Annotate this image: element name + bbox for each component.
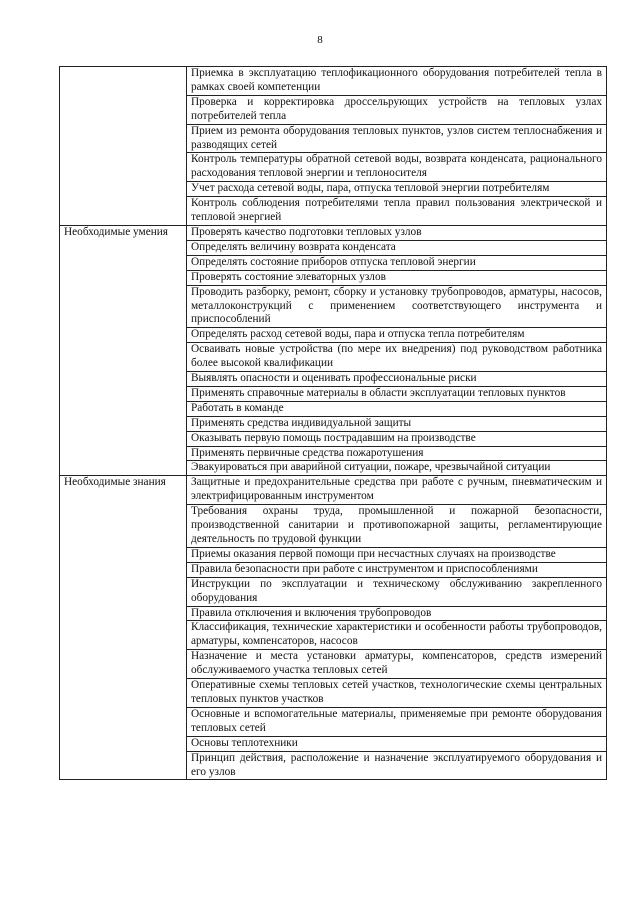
- requirements-table: [59, 66, 607, 780]
- requirement-item: Проверка и корректировка дроссельрующих устройств на тепловых узлах потребителей тепла: [187, 95, 607, 124]
- requirement-item: Проверять качество подготовки тепловых узлов: [187, 225, 607, 240]
- requirement-item: Принцип действия, расположение и назначение эксплуатируемого оборудования и его узлов: [187, 751, 607, 780]
- requirement-item: Эвакуироваться при аварийной ситуации, пожаре, чрезвычайной ситуации: [187, 461, 607, 476]
- requirement-item: Оперативные схемы тепловых сетей участков, технологические схемы центральных тепловых пунктов участков: [187, 679, 607, 708]
- section-label: [60, 67, 187, 226]
- requirement-item: Правила отключения и включения трубопроводов: [187, 606, 607, 621]
- requirement-item: Применять первичные средства пожаротушения: [187, 446, 607, 461]
- requirement-item: Проверять состояние элеваторных узлов: [187, 270, 607, 285]
- requirement-item: Назначение и места установки арматуры, компенсаторов, средств измерений обслуживаемого участка тепловых сетей: [187, 650, 607, 679]
- requirement-item: Защитные и предохранительные средства при работе с ручным, пневматическим и электрифицированным инструментом: [187, 476, 607, 505]
- requirement-item: Правила безопасности при работе с инструментом и приспособлениями: [187, 562, 607, 577]
- requirement-item: Осваивать новые устройства (по мере их внедрения) под руководством работника более высокой квалификации: [187, 343, 607, 372]
- requirement-item: Приемы оказания первой помощи при несчастных случаях на производстве: [187, 547, 607, 562]
- requirement-item: Выявлять опасности и оценивать профессиональные риски: [187, 372, 607, 387]
- section-label: Необходимые умения: [60, 225, 187, 475]
- requirement-item: Применять средства индивидуальной защиты: [187, 416, 607, 431]
- page-number: 8: [317, 34, 323, 46]
- requirement-item: Учет расхода сетевой воды, пара, отпуска тепловой энергии потребителям: [187, 182, 607, 197]
- requirement-item: Работать в команде: [187, 401, 607, 416]
- requirement-item: Применять справочные материалы в области эксплуатации тепловых пунктов: [187, 386, 607, 401]
- requirement-item: Классификация, технические характеристики и особенности работы трубопроводов, арматуры, компенсаторов, насосов: [187, 621, 607, 650]
- requirement-item: Основы теплотехники: [187, 736, 607, 751]
- table-row: [60, 476, 607, 505]
- requirement-item: Определять величину возврата конденсата: [187, 240, 607, 255]
- requirement-item: Оказывать первую помощь пострадавшим на производстве: [187, 431, 607, 446]
- requirement-item: Инструкции по эксплуатации и техническому обслуживанию закрепленного оборудования: [187, 577, 607, 606]
- requirement-item: Контроль температуры обратной сетевой воды, возврата конденсата, рационального расходования тепловой энергии и теплоносителя: [187, 153, 607, 182]
- requirement-item: Основные и вспомогательные материалы, применяемые при ремонте оборудования тепловых сетей: [187, 707, 607, 736]
- requirement-item: Приемка в эксплуатацию теплофикационного оборудования потребителей тепла в рамках своей компетенции: [187, 67, 607, 96]
- requirement-item: Определять состояние приборов отпуска тепловой энергии: [187, 255, 607, 270]
- requirement-item: Проводить разборку, ремонт, сборку и установку трубопроводов, арматуры, насосов, металлоконструкций с применением соответствующего инструмента и приспособлений: [187, 285, 607, 328]
- table-row: [60, 67, 607, 96]
- requirement-item: Определять расход сетевой воды, пара и отпуска тепла потребителям: [187, 328, 607, 343]
- table-row: [60, 225, 607, 240]
- requirement-item: Контроль соблюдения потребителями тепла правил пользования электрической и тепловой энергией: [187, 197, 607, 226]
- section-label: Необходимые знания: [60, 476, 187, 780]
- requirement-item: Прием из ремонта оборудования тепловых пунктов, узлов систем теплоснабжения и разводящих сетей: [187, 124, 607, 153]
- requirement-item: Требования охраны труда, промышленной и пожарной безопасности, производственной санитарии и противопожарной защиты, регламентирующие деятельность по трудовой функции: [187, 505, 607, 548]
